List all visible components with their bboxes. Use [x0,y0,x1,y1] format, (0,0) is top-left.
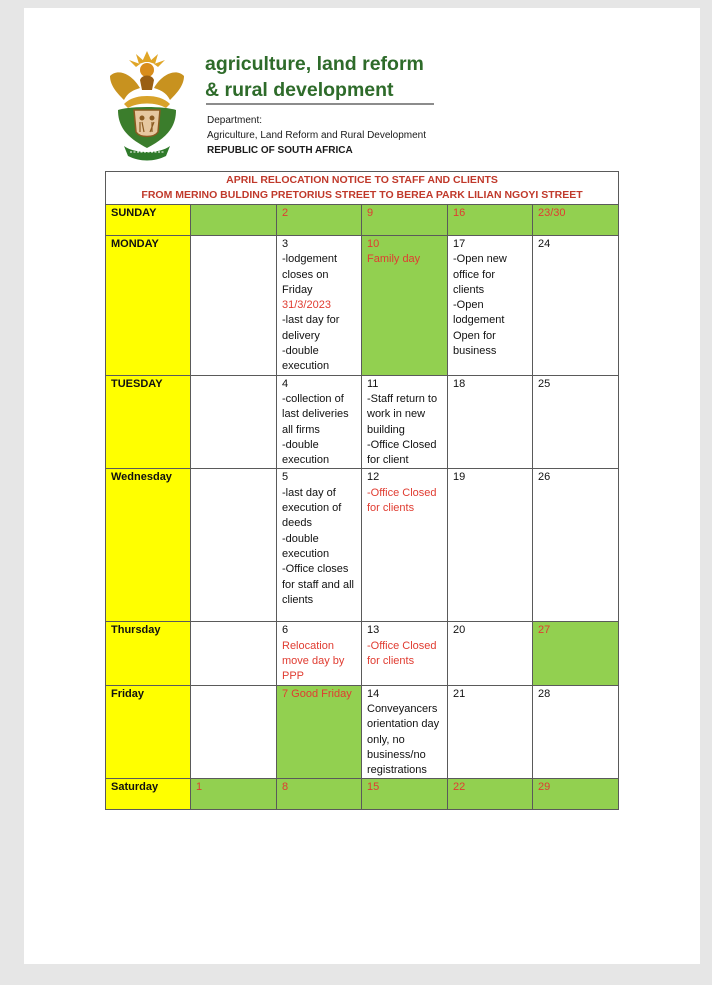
cell-date: 14 [367,687,380,700]
cell-date: 12 [367,471,380,484]
calendar-cell: 21 [448,685,533,779]
cell-date: 13 [367,624,380,637]
cell-note: -Open new office for clients [453,253,507,296]
calendar-cell [362,375,448,469]
day-label: Saturday [106,779,191,810]
cell-note: -double execution [282,532,330,560]
department-details [207,113,426,158]
calendar-cell: 19 [448,469,533,622]
header-divider [206,103,434,105]
south-africa-coat-of-arms-logo [104,48,190,166]
cell-note: -Staff return to work in new building [367,392,438,436]
calendar-row-wednesday [106,469,619,622]
cell-note: -last day of execution of deeds [282,486,342,530]
cell-note: Conveyancers orientation day only, no business/no registrations [367,702,440,777]
calendar-cell [362,622,448,685]
calendar-cell [277,469,362,622]
calendar-row-friday [106,685,619,779]
calendar-row-monday [106,236,619,376]
cell-date: 3 [282,238,289,250]
calendar-cell: 22 [448,779,533,810]
cell-note: -last day for delivery [282,314,340,342]
calendar-cell [362,236,448,376]
cell-date: 4 [282,377,289,390]
calendar-row-tuesday [106,375,619,469]
calendar-cell: 18 [448,375,533,469]
department-title [205,51,424,103]
calendar-cell: 23/30 [533,205,619,236]
calendar-cell [191,622,277,685]
cell-note: Relocation move day by PPP [282,639,345,683]
day-label: Thursday [106,622,191,685]
department-name: Agriculture, Land Reform and Rural Development [207,130,426,141]
calendar-cell [191,375,277,469]
calendar-cell: 29 [533,779,619,810]
calendar-cell [362,685,448,779]
calendar-cell: 15 [362,779,448,810]
notice-title-line2: FROM MERINO BULDING PRETORIUS STREET TO BEREA PARK LILIAN NGOYI STREET [141,189,583,201]
calendar-cell: 9 [362,205,448,236]
calendar-cell: 16 [448,205,533,236]
cell-date: 11 [367,377,379,390]
calendar-cell [277,236,362,376]
calendar-cell [277,622,362,685]
day-label: MONDAY [106,236,191,376]
calendar-cell: 1 [191,779,277,810]
cell-date: 6 [282,624,289,637]
calendar-cell: 7 Good Friday [277,685,362,779]
calendar-row-saturday [106,779,619,810]
calendar-cell: 8 [277,779,362,810]
calendar-cell [448,236,533,376]
calendar-cell: 26 [533,469,619,622]
calendar-cell: 2 [277,205,362,236]
calendar-cell: 20 [448,622,533,685]
department-title-line1: agriculture, land reform [205,53,424,75]
day-label: Friday [106,685,191,779]
cell-date: 10 [367,238,380,250]
country-name: REPUBLIC OF SOUTH AFRICA [207,145,353,156]
department-label: Department: [207,115,263,126]
calendar-row-sunday [106,205,619,236]
cell-note: Family day [367,253,421,266]
title-row [106,172,619,205]
calendar-cell: 24 [533,236,619,376]
cell-note: -collection of last deliveries all firms [282,392,349,436]
calendar-cell [362,469,448,622]
cell-date: 5 [282,471,289,484]
day-label: TUESDAY [106,375,191,469]
cell-date: 17 [453,238,466,250]
cell-note: -double execution [282,438,330,467]
cell-note: -Office Closed for client [367,438,437,467]
notice-title [106,172,619,205]
day-label: Wednesday [106,469,191,622]
department-title-line2: & rural development [205,79,394,101]
day-label: SUNDAY [106,205,191,236]
calendar-cell: 25 [533,375,619,469]
calendar-cell [191,205,277,236]
cell-note: -Office closes for staff and all clients [282,563,354,606]
calendar-cell [277,375,362,469]
calendar-cell: 27 [533,622,619,685]
relocation-calendar-table [105,171,619,810]
cell-note: -double execution [282,345,330,373]
cell-note: -Open lodgement Open for business [453,299,505,358]
calendar-cell [191,469,277,622]
cell-note: -lodgement closes on Friday [282,253,338,296]
calendar-row-thursday [106,622,619,685]
cell-date-red: 31/3/2023 [282,299,331,312]
cell-note: -Office Closed for clients [367,486,437,515]
cell-note: -Office Closed for clients [367,639,437,668]
calendar-cell [191,685,277,779]
notice-title-line1: APRIL RELOCATION NOTICE TO STAFF AND CLIENTS [226,174,498,186]
calendar-cell [191,236,277,376]
calendar-cell: 28 [533,685,619,779]
